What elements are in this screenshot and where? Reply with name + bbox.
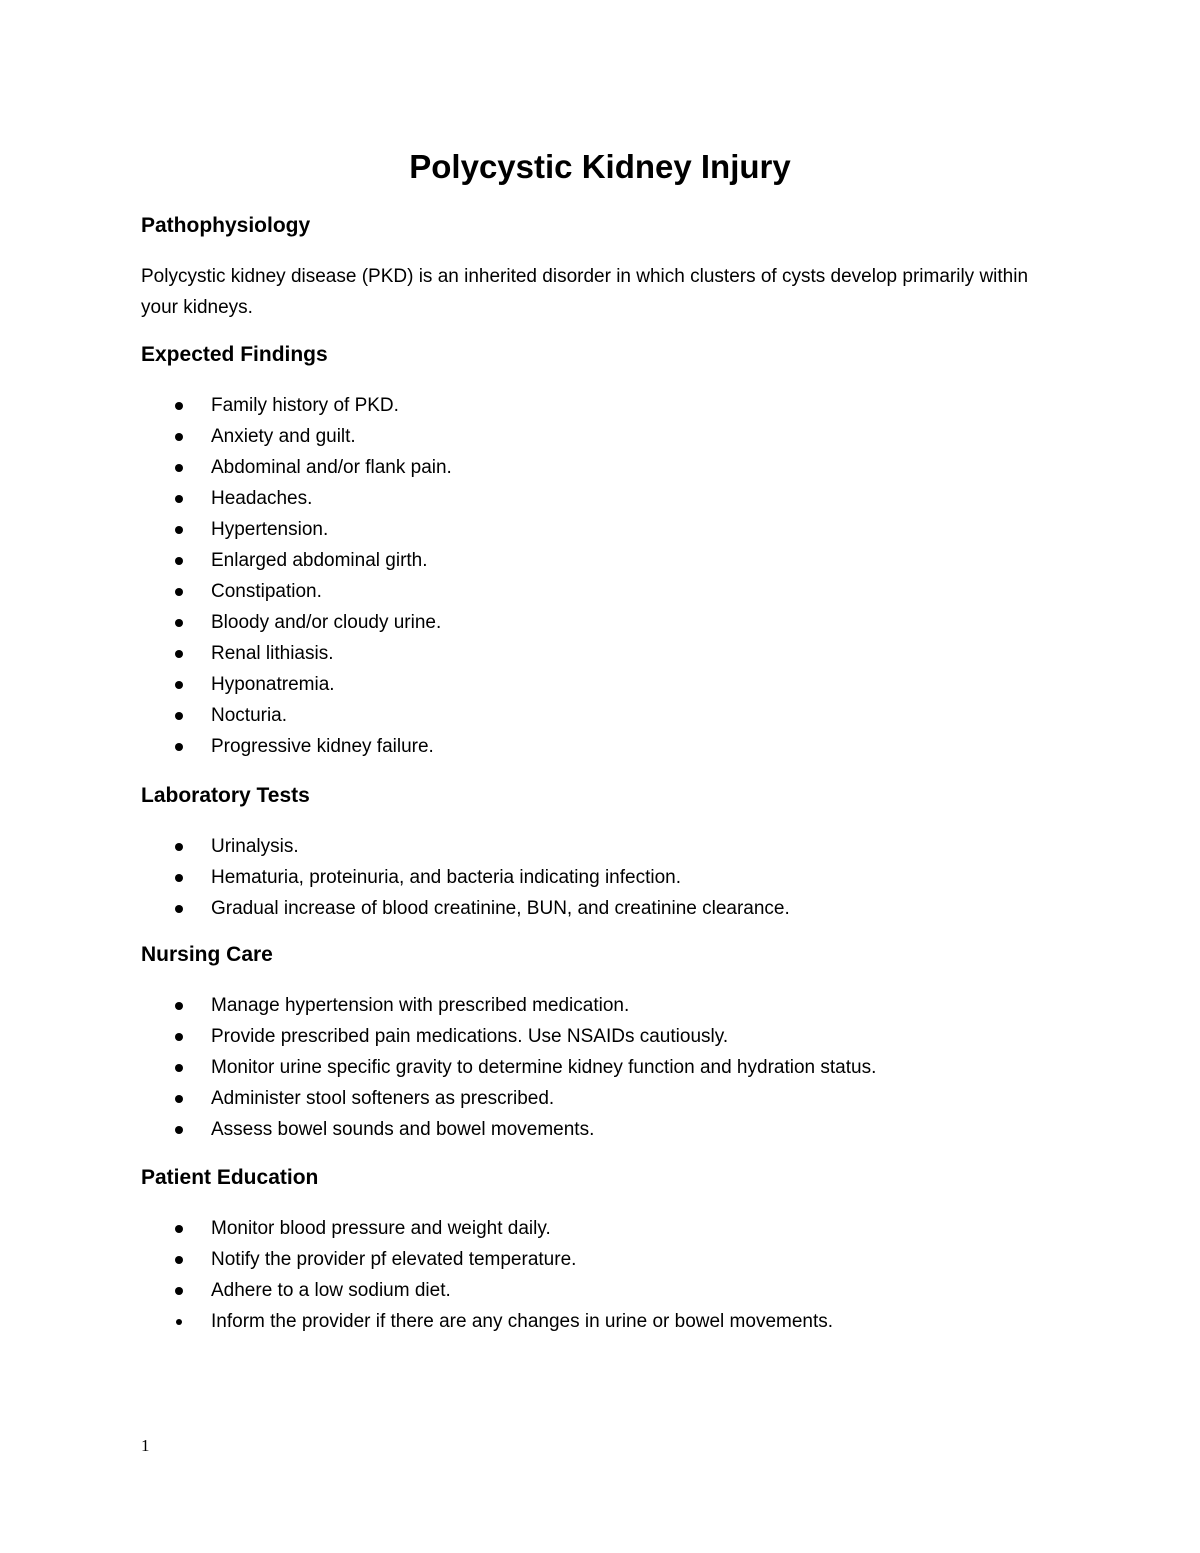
bullet-list (141, 390, 1041, 762)
section-patient-education (141, 1164, 1041, 1337)
bullet-icon (175, 743, 183, 751)
list-item (141, 576, 1041, 607)
bullet-icon (175, 588, 183, 596)
page-number: 1 (141, 1436, 150, 1455)
bullet-icon (175, 650, 183, 658)
list-item (141, 893, 1041, 924)
list-item-text: Hyponatremia. (211, 674, 335, 695)
list-item (141, 1213, 1041, 1244)
bullet-icon (175, 1002, 183, 1010)
list-item (141, 452, 1041, 483)
bullet-icon (175, 619, 183, 627)
list-item-text: Adhere to a low sodium diet. (211, 1280, 451, 1301)
section-expected-findings (141, 341, 1041, 762)
section-heading: Pathophysiology (141, 214, 311, 237)
list-item-text: Monitor blood pressure and weight daily. (211, 1218, 551, 1239)
list-item-text: Progressive kidney failure. (211, 736, 434, 757)
list-item-text: Inform the provider if there are any changes in urine or bowel movements. (211, 1311, 834, 1332)
document-title: Polycystic Kidney Injury (409, 148, 791, 185)
list-item-text: Urinalysis. (211, 836, 299, 857)
list-item (141, 1306, 1041, 1337)
list-item (141, 421, 1041, 452)
bullet-icon (175, 1033, 183, 1041)
bullet-icon (175, 557, 183, 565)
list-item (141, 990, 1041, 1021)
list-item-text: Hypertension. (211, 519, 329, 540)
bullet-icon (175, 681, 183, 689)
bullet-list (141, 831, 1041, 924)
bullet-icon (175, 843, 183, 851)
bullet-icon (175, 1256, 183, 1264)
bullet-list (141, 990, 1041, 1145)
list-item (141, 700, 1041, 731)
list-item (141, 1083, 1041, 1114)
list-item (141, 1021, 1041, 1052)
list-item-text: Constipation. (211, 581, 322, 602)
list-item-text: Bloody and/or cloudy urine. (211, 612, 442, 633)
bullet-icon (175, 712, 183, 720)
section-laboratory-tests (141, 782, 1041, 924)
list-item (141, 607, 1041, 638)
bullet-icon (175, 905, 183, 913)
list-item (141, 483, 1041, 514)
bullet-icon (175, 874, 183, 882)
bullet-list (141, 1213, 1041, 1337)
bullet-icon (175, 433, 183, 441)
list-item-text: Headaches. (211, 488, 313, 509)
list-item (141, 390, 1041, 421)
list-item-text: Provide prescribed pain medications. Use NSAIDs cautiously. (211, 1026, 729, 1047)
list-item-text: Anxiety and guilt. (211, 426, 356, 447)
list-item-text: Renal lithiasis. (211, 643, 334, 664)
list-item-text: Hematuria, proteinuria, and bacteria indicating infection. (211, 867, 681, 888)
bullet-icon (175, 402, 183, 410)
list-item (141, 1052, 1041, 1083)
list-item-text: Administer stool softeners as prescribed. (211, 1088, 555, 1109)
list-item-text: Gradual increase of blood creatinine, BUN, and creatinine clearance. (211, 898, 790, 919)
list-item-text: Notify the provider pf elevated temperature. (211, 1249, 577, 1270)
list-item (141, 1244, 1041, 1275)
bullet-icon (175, 1095, 183, 1103)
bullet-icon (175, 495, 183, 503)
list-item (141, 862, 1041, 893)
bullet-icon (175, 1287, 183, 1295)
list-item (141, 514, 1041, 545)
list-item (141, 1114, 1041, 1145)
bullet-icon (175, 1126, 183, 1134)
list-item-text: Manage hypertension with prescribed medication. (211, 995, 630, 1016)
section-pathophysiology (141, 212, 1041, 323)
list-item-text: Monitor urine specific gravity to determine kidney function and hydration status. (211, 1057, 877, 1078)
list-item-text: Family history of PKD. (211, 395, 399, 416)
bullet-icon (175, 1225, 183, 1233)
list-item-text: Abdominal and/or flank pain. (211, 457, 452, 478)
section-heading: Patient Education (141, 1166, 319, 1189)
bullet-icon (175, 526, 183, 534)
section-heading: Nursing Care (141, 943, 273, 966)
list-item (141, 669, 1041, 700)
bullet-icon (176, 1319, 182, 1325)
list-item (141, 1275, 1041, 1306)
section-nursing-care (141, 941, 1041, 1145)
list-item (141, 731, 1041, 762)
list-item-text: Assess bowel sounds and bowel movements. (211, 1119, 595, 1140)
list-item-text: Enlarged abdominal girth. (211, 550, 428, 571)
list-item (141, 831, 1041, 862)
section-heading: Laboratory Tests (141, 784, 310, 807)
section-heading: Expected Findings (141, 343, 328, 366)
list-item (141, 545, 1041, 576)
list-item-text: Nocturia. (211, 705, 288, 726)
bullet-icon (175, 464, 183, 472)
section-paragraph: Polycystic kidney disease (PKD) is an inherited disorder in which clusters of cysts develop primarily within your kidneys. (141, 266, 1029, 318)
list-item (141, 638, 1041, 669)
bullet-icon (175, 1064, 183, 1072)
